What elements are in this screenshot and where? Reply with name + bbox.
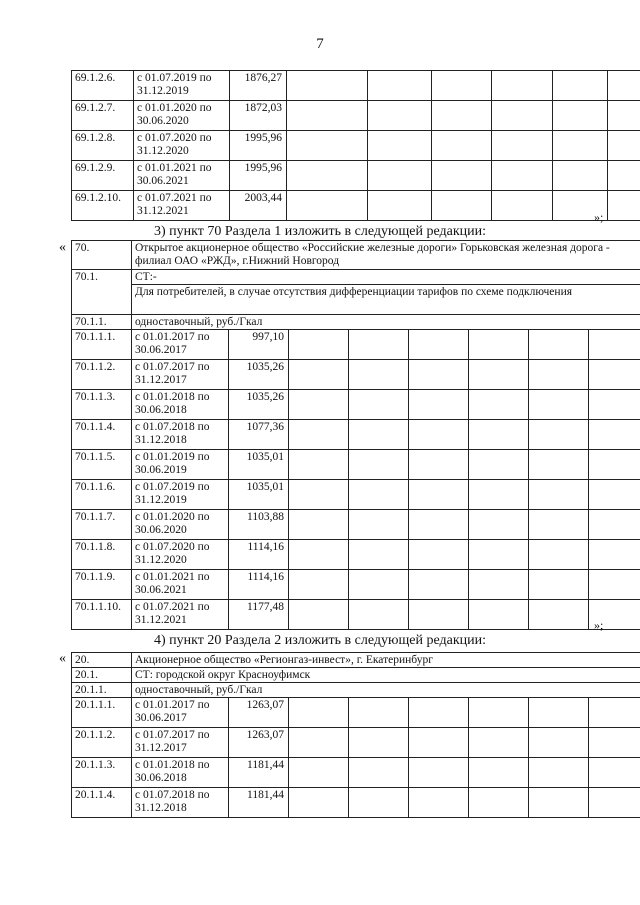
row-code: 70.1.1.3. — [72, 390, 132, 420]
empty-cell — [349, 600, 409, 630]
row-period: с 01.07.2019 по 31.12.2019 — [132, 480, 229, 510]
empty-cell — [289, 788, 349, 818]
row-value: 1035,01 — [229, 480, 289, 510]
row-value: 1181,44 — [229, 758, 289, 788]
empty-cell — [589, 450, 640, 480]
table-row — [72, 101, 640, 131]
row-period: с 01.07.2020 по 31.12.2020 — [132, 540, 229, 570]
row-code: 70.1.1.9. — [72, 570, 132, 600]
empty-cell — [469, 510, 529, 540]
row-period: с 01.01.2019 по 30.06.2019 — [132, 450, 229, 480]
closing-quote-3: »; — [594, 618, 604, 632]
org-code: 20. — [72, 653, 132, 668]
empty-cell — [409, 360, 469, 390]
row-value: 1114,16 — [229, 540, 289, 570]
row-code: 20.1.1.4. — [72, 788, 132, 818]
empty-cell — [589, 728, 640, 758]
empty-cell — [287, 131, 368, 161]
table-row — [72, 71, 640, 101]
tariff-table-70 — [71, 240, 640, 630]
empty-cell — [469, 420, 529, 450]
st-name: СТ: городской округ Красноуфимск — [132, 668, 640, 683]
rate-name: одноставочный, руб./Гкал — [132, 683, 640, 698]
empty-cell — [589, 360, 640, 390]
row-period: с 01.01.2021 по 30.06.2021 — [134, 161, 230, 191]
empty-cell — [492, 191, 553, 221]
empty-cell — [589, 480, 640, 510]
empty-cell — [589, 570, 640, 600]
empty-cell — [589, 330, 640, 360]
empty-cell — [529, 480, 589, 510]
empty-cell — [409, 728, 469, 758]
empty-cell — [289, 600, 349, 630]
empty-cell — [589, 540, 640, 570]
table-row — [72, 360, 640, 390]
empty-cell — [553, 101, 608, 131]
empty-cell — [368, 161, 432, 191]
empty-cell — [289, 728, 349, 758]
empty-cell — [289, 420, 349, 450]
table-row — [72, 330, 640, 360]
row-period: с 01.01.2018 по 30.06.2018 — [132, 390, 229, 420]
empty-cell — [529, 420, 589, 450]
empty-cell — [349, 420, 409, 450]
rate-code: 20.1.1. — [72, 683, 132, 698]
empty-cell — [589, 420, 640, 450]
empty-cell — [289, 360, 349, 390]
table-row — [72, 600, 640, 630]
row-value: 1872,03 — [230, 101, 287, 131]
section4-heading: 4) пункт 20 Раздела 2 изложить в следующей редакции: — [154, 633, 486, 648]
empty-cell — [529, 330, 589, 360]
org-name: Акционерное общество «Регионгаз-инвест», г. Екатеринбург — [132, 653, 640, 668]
page-number: 7 — [316, 36, 324, 52]
empty-cell — [368, 71, 432, 101]
tariff-table-69 — [71, 70, 640, 221]
table-row — [72, 420, 640, 450]
empty-cell — [349, 758, 409, 788]
row-value: 1177,48 — [229, 600, 289, 630]
consumer-row — [72, 285, 640, 315]
empty-cell — [492, 161, 553, 191]
empty-cell — [608, 191, 640, 221]
rate-code: 70.1.1. — [72, 315, 132, 330]
row-period: с 01.07.2017 по 31.12.2017 — [132, 360, 229, 390]
empty-cell — [432, 71, 492, 101]
rate-row — [72, 315, 640, 330]
row-value: 997,10 — [229, 330, 289, 360]
tariff-table-20 — [71, 652, 640, 818]
empty-cell — [529, 600, 589, 630]
empty-cell — [529, 540, 589, 570]
empty-cell — [349, 390, 409, 420]
row-period: с 01.01.2020 по 30.06.2020 — [134, 101, 230, 131]
consumer-note: Для потребителей, в случае отсутствия дифференциации тарифов по схеме подключения — [132, 285, 640, 315]
empty-cell — [349, 728, 409, 758]
empty-cell — [289, 510, 349, 540]
row-period: с 01.01.2018 по 30.06.2018 — [132, 758, 229, 788]
empty-cell — [349, 570, 409, 600]
empty-cell — [469, 330, 529, 360]
empty-cell — [589, 510, 640, 540]
empty-cell — [409, 698, 469, 728]
empty-cell — [492, 71, 553, 101]
empty-cell — [469, 570, 529, 600]
empty-cell — [368, 131, 432, 161]
row-period: с 01.01.2017 по 30.06.2017 — [132, 698, 229, 728]
row-code: 70.1.1.7. — [72, 510, 132, 540]
empty-cell — [289, 480, 349, 510]
empty-cell — [469, 540, 529, 570]
empty-cell — [469, 698, 529, 728]
row-code: 70.1.1.1. — [72, 330, 132, 360]
row-value: 1114,16 — [229, 570, 289, 600]
row-period: с 01.01.2021 по 30.06.2021 — [132, 570, 229, 600]
empty-cell — [287, 101, 368, 131]
empty-cell — [287, 71, 368, 101]
table-row — [72, 698, 640, 728]
row-value: 1263,07 — [229, 698, 289, 728]
table-row — [72, 191, 640, 221]
empty-cell — [432, 191, 492, 221]
org-code: 70. — [72, 241, 132, 270]
closing-quote-1: »; — [594, 210, 604, 224]
row-period: с 01.07.2019 по 31.12.2019 — [134, 71, 230, 101]
empty-cell — [608, 131, 640, 161]
st-row — [72, 270, 640, 285]
empty-cell — [553, 131, 608, 161]
empty-cell — [287, 191, 368, 221]
empty-cell — [608, 161, 640, 191]
row-code: 69.1.2.8. — [72, 131, 134, 161]
empty-cell — [529, 450, 589, 480]
empty-cell — [349, 330, 409, 360]
empty-cell — [368, 101, 432, 131]
empty-cell — [589, 698, 640, 728]
row-code: 20.1.1.1. — [72, 698, 132, 728]
row-value: 1035,01 — [229, 450, 289, 480]
empty-cell — [469, 728, 529, 758]
table-row — [72, 758, 640, 788]
empty-cell — [529, 698, 589, 728]
empty-cell — [432, 161, 492, 191]
row-period: с 01.07.2017 по 31.12.2017 — [132, 728, 229, 758]
row-code: 70.1.1.6. — [72, 480, 132, 510]
table-row — [72, 131, 640, 161]
row-period: с 01.01.2017 по 30.06.2017 — [132, 330, 229, 360]
empty-cell — [492, 131, 553, 161]
empty-cell — [349, 450, 409, 480]
empty-cell — [409, 450, 469, 480]
row-value: 1103,88 — [229, 510, 289, 540]
empty-cell — [589, 390, 640, 420]
row-period: с 01.07.2018 по 31.12.2018 — [132, 420, 229, 450]
row-period: с 01.07.2018 по 31.12.2018 — [132, 788, 229, 818]
empty-cell — [289, 570, 349, 600]
row-period: с 01.07.2021 по 31.12.2021 — [132, 600, 229, 630]
empty-cell — [289, 390, 349, 420]
row-value: 1035,26 — [229, 360, 289, 390]
empty-cell — [289, 540, 349, 570]
st-row — [72, 668, 640, 683]
st-name: СТ:- — [132, 270, 640, 285]
empty-cell — [368, 191, 432, 221]
row-value: 2003,44 — [230, 191, 287, 221]
empty-cell — [469, 450, 529, 480]
empty-cell — [469, 758, 529, 788]
empty-cell — [409, 758, 469, 788]
empty-cell — [492, 101, 553, 131]
row-period: с 01.01.2020 по 30.06.2020 — [132, 510, 229, 540]
empty-cell — [349, 480, 409, 510]
row-value: 1181,44 — [229, 788, 289, 818]
opening-quote-4: « — [59, 651, 66, 666]
empty-cell — [469, 360, 529, 390]
row-value: 1035,26 — [229, 390, 289, 420]
empty-cell — [589, 758, 640, 788]
row-value: 1995,96 — [230, 161, 287, 191]
table-row — [72, 450, 640, 480]
org-row — [72, 653, 640, 668]
empty-cell — [289, 330, 349, 360]
row-code: 70.1.1.5. — [72, 450, 132, 480]
table-row — [72, 570, 640, 600]
empty-cell — [553, 71, 608, 101]
empty-cell — [608, 71, 640, 101]
row-code: 20.1.1.2. — [72, 728, 132, 758]
row-code: 70.1.1.2. — [72, 360, 132, 390]
row-value: 1995,96 — [230, 131, 287, 161]
row-period: с 01.07.2020 по 31.12.2020 — [134, 131, 230, 161]
row-code: 69.1.2.6. — [72, 71, 134, 101]
empty-cell — [409, 330, 469, 360]
empty-cell — [409, 480, 469, 510]
row-code: 69.1.2.10. — [72, 191, 134, 221]
empty-cell — [349, 788, 409, 818]
row-code: 20.1.1.3. — [72, 758, 132, 788]
empty-cell — [529, 570, 589, 600]
row-code: 70.1.1.8. — [72, 540, 132, 570]
opening-quote-3: « — [59, 240, 66, 255]
empty-cell — [608, 101, 640, 131]
table-row — [72, 728, 640, 758]
empty-cell — [349, 698, 409, 728]
empty-cell — [469, 788, 529, 818]
row-code: 70.1.1.10. — [72, 600, 132, 630]
empty-cell — [289, 450, 349, 480]
row-code: 69.1.2.7. — [72, 101, 134, 131]
empty-cell — [409, 420, 469, 450]
table-row — [72, 540, 640, 570]
empty-cell — [409, 540, 469, 570]
empty-cell — [349, 360, 409, 390]
empty-cell — [553, 161, 608, 191]
table-row — [72, 390, 640, 420]
row-value: 1077,36 — [229, 420, 289, 450]
empty-cell — [432, 101, 492, 131]
row-code: 69.1.2.9. — [72, 161, 134, 191]
empty-cell — [409, 788, 469, 818]
empty-cell — [529, 360, 589, 390]
table-row — [72, 510, 640, 540]
empty-cell — [529, 788, 589, 818]
empty-cell — [409, 600, 469, 630]
empty-cell — [349, 540, 409, 570]
empty-cell — [289, 698, 349, 728]
st-code: 70.1. — [72, 270, 132, 315]
empty-cell — [349, 510, 409, 540]
row-code: 70.1.1.4. — [72, 420, 132, 450]
empty-cell — [529, 728, 589, 758]
empty-cell — [409, 570, 469, 600]
table-row — [72, 161, 640, 191]
empty-cell — [409, 390, 469, 420]
empty-cell — [529, 758, 589, 788]
row-period: с 01.07.2021 по 31.12.2021 — [134, 191, 230, 221]
org-row — [72, 241, 640, 270]
empty-cell — [432, 131, 492, 161]
empty-cell — [289, 758, 349, 788]
table-row — [72, 788, 640, 818]
empty-cell — [287, 161, 368, 191]
empty-cell — [409, 510, 469, 540]
section3-heading: 3) пункт 70 Раздела 1 изложить в следующей редакции: — [154, 224, 486, 239]
empty-cell — [469, 390, 529, 420]
empty-cell — [529, 390, 589, 420]
rate-name: одноставочный, руб./Гкал — [132, 315, 640, 330]
empty-cell — [469, 600, 529, 630]
rate-row — [72, 683, 640, 698]
empty-cell — [589, 788, 640, 818]
st-code: 20.1. — [72, 668, 132, 683]
org-name: Открытое акционерное общество «Российские железные дороги» Горьковская железная дорога - филиал ОАО «РЖД», г.Нижний Новгород — [132, 241, 640, 270]
empty-cell — [469, 480, 529, 510]
row-value: 1876,27 — [230, 71, 287, 101]
empty-cell — [529, 510, 589, 540]
table-row — [72, 480, 640, 510]
row-value: 1263,07 — [229, 728, 289, 758]
